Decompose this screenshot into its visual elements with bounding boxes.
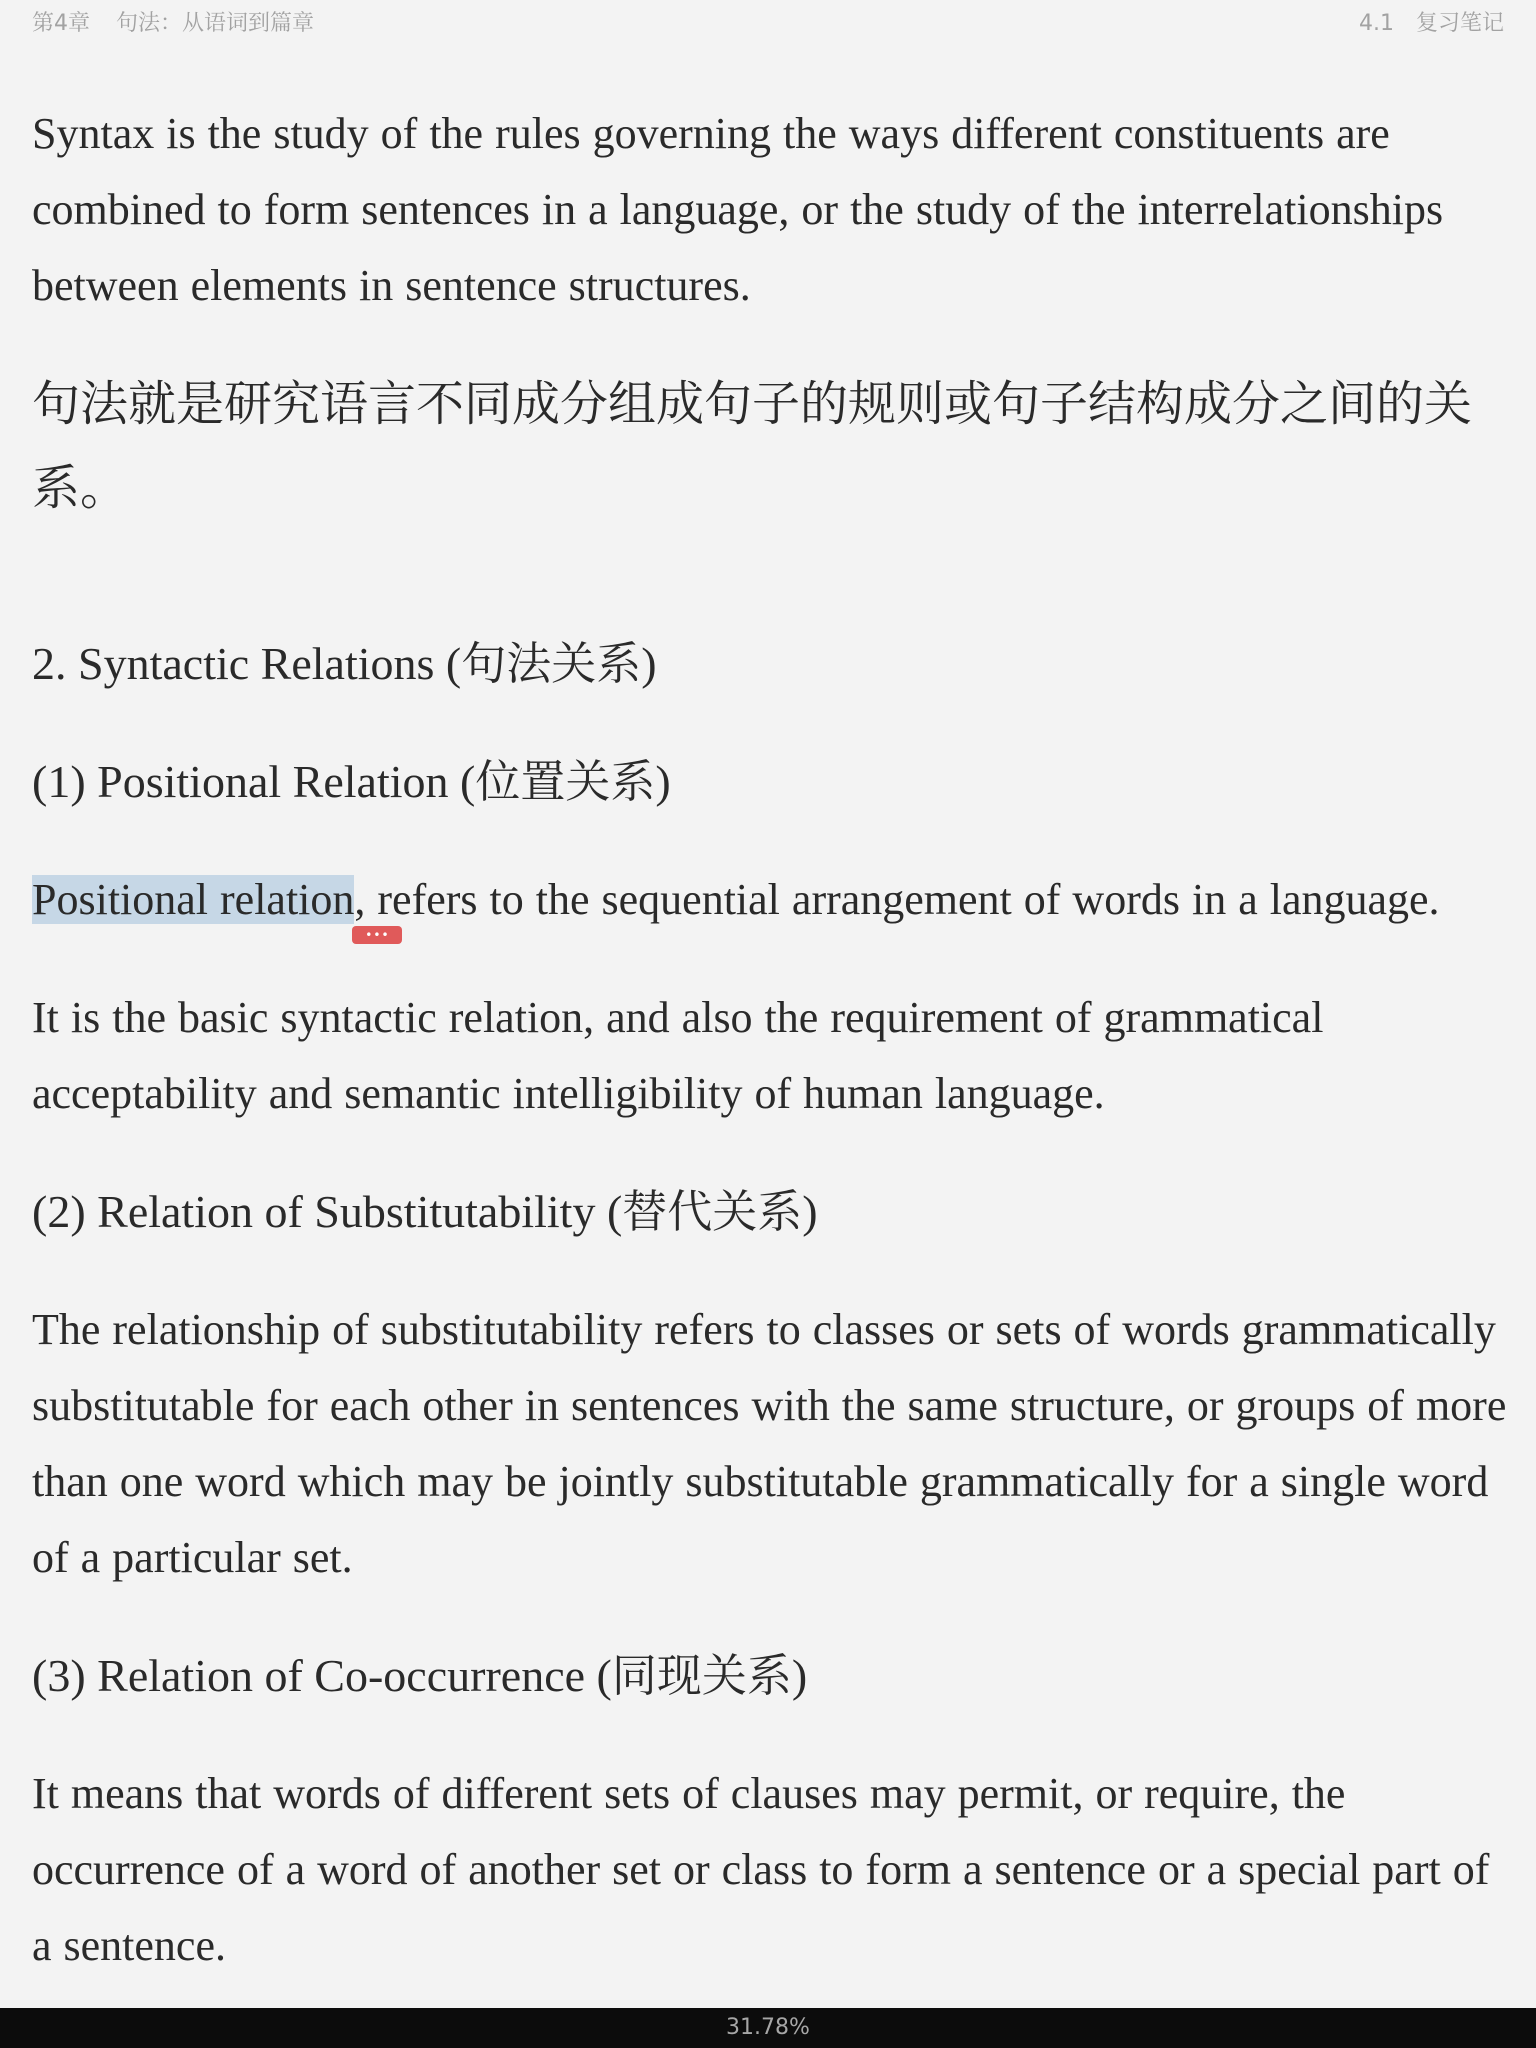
subheading-text: (1) Positional Relation ( (32, 756, 476, 807)
selection-more-button[interactable]: ••• (352, 926, 402, 944)
subheading-substitutability: (2) Relation of Substitutability (替代关系) (32, 1185, 818, 1238)
reading-progress-bar (0, 2008, 1536, 2048)
subheading-text: (2) Relation of Substitutability ( (32, 1186, 623, 1237)
reader-header (0, 0, 1536, 40)
subheading-text: (3) Relation of Co-occurrence ( (32, 1650, 612, 1701)
chapter-breadcrumb (32, 6, 314, 37)
chapter-number: 第4章 (32, 11, 90, 36)
intro-paragraph-cn: 句法就是研究语言不同成分组成句子的规则或句子结构成分之间的关系。 (32, 376, 1473, 516)
section-title: 复习笔记 (1415, 11, 1504, 36)
positional-relation-paragraph-2: It is the basic syntactic relation, and also the requirement of grammatical acceptability and semantic intelligibility of human language. (32, 993, 1324, 1118)
substitutability-paragraph: The relationship of substitutability refers to classes or sets of words grammatically substitutable for each other in sentences with the same structure, or groups of more than one word which may be jointly substitutable grammatically for a single word of a particular set. (32, 1305, 1507, 1582)
subheading-cn: 替代关系 (622, 1185, 803, 1238)
section-heading-text: 2. Syntactic Relations ( (32, 638, 462, 689)
subheading-positional-relation: (1) Positional Relation (位置关系) (32, 755, 671, 808)
text-selection-highlight[interactable]: Positional relation (32, 875, 355, 924)
co-occurrence-paragraph: It means that words of different sets of clauses may permit, or require, the occurrence of a word of another set or class to form a sentence or a special part of a sentence. (32, 1769, 1490, 1970)
section-heading-syntactic-relations: 2. Syntactic Relations (句法关系) (32, 637, 657, 690)
section-heading-cn: 句法关系 (461, 637, 642, 690)
subheading-cn: 位置关系 (475, 755, 656, 808)
positional-relation-paragraph[interactable] (32, 862, 1512, 942)
paragraph-text: , refers to the sequential arrangement of words in a language. (354, 875, 1440, 924)
section-number: 4.1 (1358, 11, 1394, 36)
chapter-title: 句法：从语词到篇章 (116, 11, 315, 36)
reading-content (32, 96, 1512, 2026)
intro-paragraph-en: Syntax is the study of the rules governing the ways different constituents are combined to form sentences in a language, or the study of the interrelationships between elements in sentence structures. (32, 109, 1444, 310)
reading-progress-percent: 31.78% (726, 2015, 810, 2040)
section-breadcrumb (1359, 6, 1504, 37)
subheading-cn: 同现关系 (611, 1649, 792, 1702)
subheading-co-occurrence: (3) Relation of Co-occurrence (同现关系) (32, 1649, 808, 1702)
